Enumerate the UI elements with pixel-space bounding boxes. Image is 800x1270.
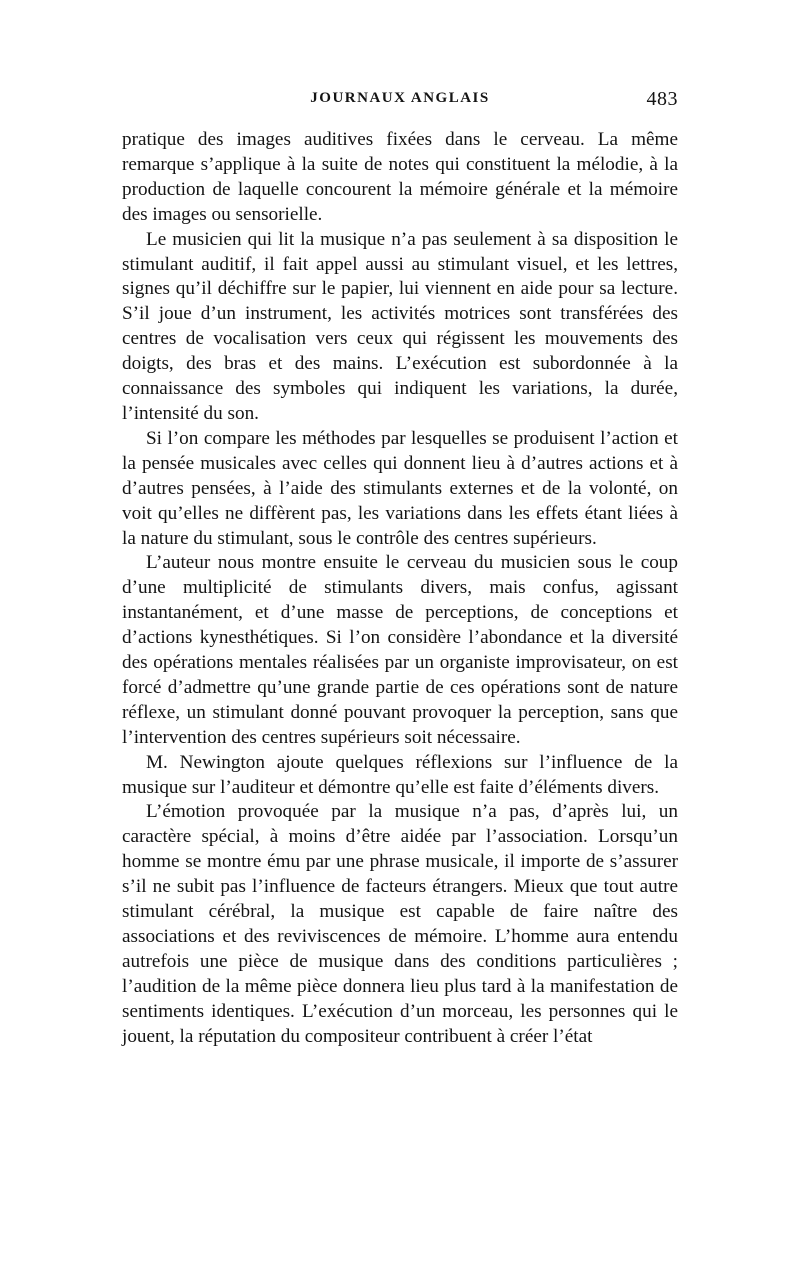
body-text [122,128,678,1050]
paragraph: pratique des images auditives fixées dans le cerveau. La même remarque s’applique à la suite de notes qui constituent la mélodie, à la production de laquelle concourent la mémoire générale et la mémoire des images ou sensorielle. [122,129,678,225]
book-page [122,88,678,1050]
paragraph: Si l’on compare les méthodes par lesquelles se produisent l’action et la pensée musicales avec celles qui donnent lieu à d’autres actions et à d’autres pensées, à l’aide des stimulants externes et de la volonté, on voit qu’elles ne diffèrent pas, les variations dans les effets étant liées à la nature du stimulant, sous le contrôle des centres supérieurs. [122,427,678,549]
paragraph: L’émotion provoquée par la musique n’a pas, d’après lui, un caractère spécial, à moins d’être aidée par l’association. Lorsqu’un homme se montre ému par une phrase musicale, il importe de s’assurer s’il ne subit pas l’influence de facteurs étrangers. Mieux que tout autre stimulant cérébral, la musique est capable de faire naître des associations et des reviviscences de mémoire. L’homme aura entendu autrefois une pièce de musique dans des conditions particulières ; l’audition de la même pièce donnera lieu plus tard à la manifestation de sentiments identiques. L’exécution d’un morceau, les personnes qui le jouent, la réputation du compositeur contribuent à créer l’état [122,801,678,1047]
paragraph: M. Newington ajoute quelques réflexions sur l’influence de la musique sur l’auditeur et démontre qu’elle est faite d’éléments divers. [122,751,678,798]
paragraph: L’auteur nous montre ensuite le cerveau du musicien sous le coup d’une multiplicité de stimulants divers, mais confus, agissant instantanément, et d’une masse de perceptions, de conceptions et d’actions kynesthétiques. Si l’on considère l’abondance et la diversité des opérations mentales réalisées par un organiste improvisateur, on est forcé d’admettre qu’une grande partie de ces opérations sont de nature réflexe, un stimulant donné pouvant provoquer la perception, sans que l’intervention des centres supérieurs soit nécessaire. [122,552,678,748]
running-title: JOURNAUX ANGLAIS [310,90,490,106]
paragraph: Le musicien qui lit la musique n’a pas seulement à sa disposition le stimulant auditif, il fait appel aussi au stimulant visuel, et les lettres, signes qu’il déchiffre sur le papier, lui viennent en aide pour sa lecture. S’il joue d’un instrument, les activités motrices sont transférées des centres de vocalisation vers ceux qui régissent les mouvements des doigts, des bras et des mains. L’exécution est subordonnée à la connaissance des symboles qui indiquent les variations, la durée, l’intensité du son. [122,228,678,424]
running-head [122,88,678,118]
page-number: 483 [646,88,678,110]
